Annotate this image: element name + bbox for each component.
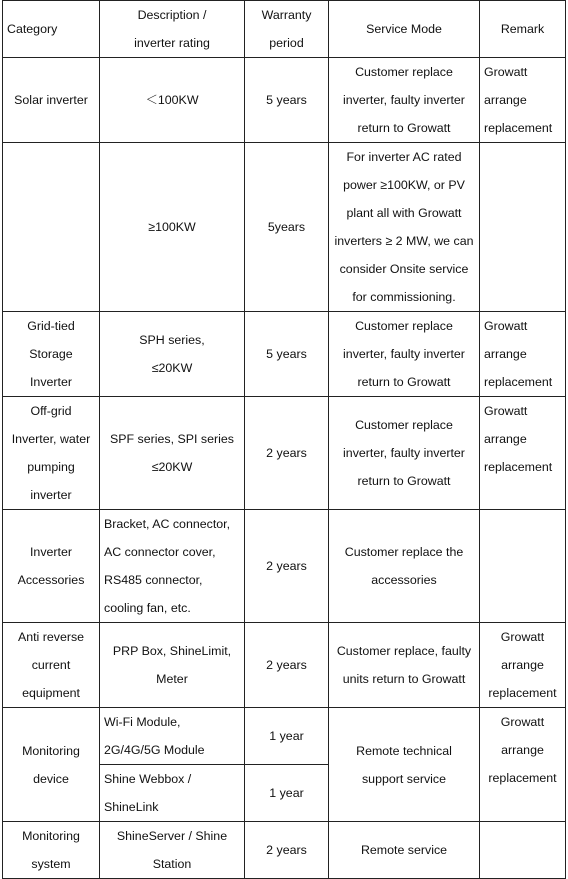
warranty-cell — [245, 765, 329, 822]
cell-line: system — [31, 857, 71, 871]
header-remark-text: Remark — [500, 22, 545, 36]
cell-line: Growatt — [484, 319, 528, 333]
warranty-cell — [245, 312, 329, 397]
cell-line: Monitoring — [22, 829, 80, 843]
category-cell — [3, 58, 100, 143]
cell-line: Meter — [156, 672, 188, 686]
header-description — [100, 1, 245, 58]
header-category — [3, 1, 100, 58]
cell-line: 2 years — [266, 843, 307, 857]
cell-line: pumping — [27, 460, 75, 474]
warranty-cell — [245, 822, 329, 879]
service-cell — [329, 822, 480, 879]
cell-line: plant all with Growatt — [346, 206, 462, 220]
cell-line: Remote technical — [356, 743, 452, 758]
category-cell — [3, 312, 100, 397]
header-service — [329, 1, 480, 58]
cell-line: Grid-tied — [27, 319, 75, 333]
cell-line: Off-grid — [30, 404, 72, 418]
cell-line: inverter, faulty inverter — [343, 93, 465, 107]
cell-line: Customer replace the — [344, 545, 464, 559]
cell-line: Growatt — [500, 630, 545, 644]
cell-line: equipment — [22, 686, 80, 700]
header-description-line: Description / — [137, 8, 207, 22]
cell-line: 5 years — [266, 93, 307, 107]
warranty-cell — [245, 397, 329, 510]
cell-line: Station — [152, 857, 192, 871]
category-cell — [3, 623, 100, 708]
cell-line: arrange — [484, 432, 527, 446]
cell-line: cooling fan, etc. — [104, 601, 191, 615]
category-cell — [3, 822, 100, 879]
cell-line: return to Growatt — [357, 121, 451, 135]
table-row — [3, 623, 566, 708]
cell-line: Shine Webbox / — [104, 772, 192, 786]
cell-line: ShineServer / Shine — [116, 829, 228, 843]
cell-line: Inverter, water — [11, 432, 91, 446]
cell-line: Customer replace — [355, 319, 453, 333]
description-cell — [100, 510, 245, 623]
cell-line: ShineLink — [104, 800, 159, 814]
category-cell — [3, 397, 100, 510]
description-cell — [100, 397, 245, 510]
table-row — [3, 58, 566, 143]
cell-line: Inverter — [29, 375, 72, 389]
description-cell — [100, 623, 245, 708]
warranty-cell — [245, 510, 329, 623]
cell-line: 2 years — [266, 446, 307, 460]
cell-line: power ≥100KW, or PV — [343, 178, 465, 192]
remark-cell — [480, 623, 566, 708]
cell-line: arrange — [484, 347, 527, 361]
warranty-cell — [245, 58, 329, 143]
cell-line: ≤20KW — [151, 460, 193, 474]
remark-cell — [480, 397, 566, 510]
cell-line: Customer replace, faulty — [336, 644, 472, 658]
header-description-line: inverter rating — [134, 36, 210, 50]
cell-line: ≥100KW — [148, 220, 196, 234]
cell-line: inverters ≥ 2 MW, we can — [334, 234, 474, 248]
description-cell — [100, 765, 245, 822]
category-cell — [3, 708, 100, 822]
remark-cell — [480, 822, 566, 879]
header-category-text: Category — [7, 22, 58, 36]
service-cell — [329, 510, 480, 623]
description-cell — [100, 143, 245, 312]
service-cell — [329, 623, 480, 708]
cell-line: Storage — [29, 347, 73, 361]
table-row — [3, 708, 566, 765]
cell-line: for commissioning. — [352, 290, 456, 304]
remark-cell — [480, 58, 566, 143]
cell-line: PRP Box, ShineLimit, — [112, 644, 232, 658]
cell-line: Inverter — [29, 545, 72, 559]
cell-line: device — [33, 771, 69, 786]
service-cell — [329, 143, 480, 312]
remark-cell — [480, 510, 566, 623]
cell-line: inverter, faulty inverter — [343, 446, 465, 460]
cell-line: current — [31, 658, 71, 672]
warranty-cell — [245, 708, 329, 765]
cell-line: return to Growatt — [357, 474, 451, 488]
description-cell — [100, 312, 245, 397]
cell-line: 1 year — [269, 786, 304, 800]
cell-line: replacement — [488, 686, 557, 700]
description-cell — [100, 822, 245, 879]
remark-cell — [480, 312, 566, 397]
cell-line: units return to Growatt — [342, 672, 466, 686]
cell-line: Solar inverter — [14, 93, 88, 107]
cell-line: 1 year — [269, 729, 304, 743]
cell-line: SPH series, — [139, 333, 205, 347]
warranty-cell — [245, 623, 329, 708]
cell-line: For inverter AC rated — [346, 150, 462, 164]
service-cell — [329, 397, 480, 510]
cell-line: arrange — [484, 93, 527, 107]
category-cell — [3, 143, 100, 312]
cell-line: Growatt — [484, 65, 528, 79]
header-warranty-line: period — [269, 36, 304, 50]
cell-line: Wi-Fi Module, — [104, 715, 181, 729]
cell-line: consider Onsite service — [339, 262, 469, 276]
header-remark — [480, 1, 566, 58]
cell-line: ≤20KW — [151, 361, 193, 375]
cell-line: replacement — [488, 771, 557, 785]
cell-line: RS485 connector, — [104, 573, 203, 587]
header-service-text: Service Mode — [366, 22, 442, 36]
category-cell — [3, 510, 100, 623]
cell-line: replacement — [484, 375, 553, 389]
cell-line: AC connector cover, — [104, 545, 216, 559]
cell-line: inverter — [30, 488, 72, 502]
service-cell — [329, 58, 480, 143]
cell-line: Accessories — [17, 573, 85, 587]
cell-line: 2 years — [266, 658, 307, 672]
header-warranty — [245, 1, 329, 58]
cell-line: Bracket, AC connector, — [104, 517, 231, 531]
cell-line: replacement — [484, 121, 553, 135]
cell-line: support service — [361, 771, 447, 786]
cell-line: Customer replace — [355, 418, 453, 432]
warranty-table — [2, 0, 566, 879]
cell-line: accessories — [371, 573, 437, 587]
description-cell — [100, 708, 245, 765]
cell-line: Monitoring — [22, 743, 80, 758]
table-row — [3, 143, 566, 312]
cell-line: arrange — [501, 743, 544, 757]
table-row — [3, 312, 566, 397]
service-cell — [329, 708, 480, 822]
table-row — [3, 397, 566, 510]
cell-line: Remote service — [360, 843, 448, 857]
table-row — [3, 822, 566, 879]
cell-line: SPF series, SPI series — [110, 432, 234, 446]
cell-line: Growatt — [500, 715, 545, 729]
header-warranty-line: Warranty — [261, 8, 312, 22]
cell-line: 2G/4G/5G Module — [104, 743, 205, 757]
cell-line: Growatt — [484, 404, 528, 418]
cell-line: inverter, faulty inverter — [343, 347, 465, 361]
remark-cell — [480, 708, 566, 822]
cell-line: ＜100KW — [145, 93, 199, 107]
description-cell — [100, 58, 245, 143]
table-row — [3, 510, 566, 623]
cell-line: Customer replace — [355, 65, 453, 79]
header-row — [3, 1, 566, 58]
cell-line: arrange — [501, 658, 544, 672]
cell-line: 5 years — [266, 347, 307, 361]
cell-line: return to Growatt — [357, 375, 451, 389]
warranty-cell — [245, 143, 329, 312]
remark-cell — [480, 143, 566, 312]
service-cell — [329, 312, 480, 397]
cell-line: 2 years — [266, 559, 307, 573]
cell-line: replacement — [484, 460, 553, 474]
cell-line: 5years — [267, 220, 306, 234]
cell-line: Anti reverse — [17, 630, 85, 644]
